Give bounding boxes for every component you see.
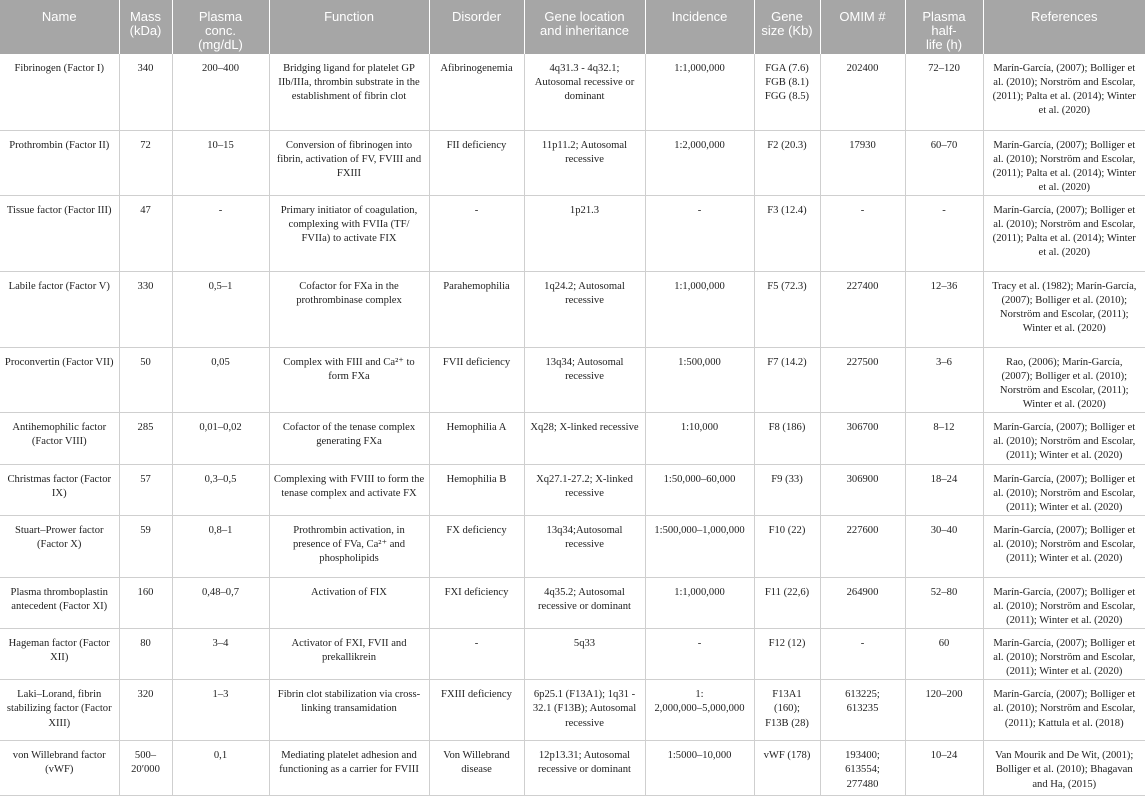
cell-references: Marín-García, (2007); Bolliger et al. (2010); Norström and Escolar, (2011); Winter et al. (2020) <box>983 413 1145 464</box>
table-row <box>0 464 1145 515</box>
cell-gene-size: F2 (20.3) <box>754 130 820 195</box>
cell-mass: 160 <box>119 577 172 628</box>
cell-references: Marín-García, (2007); Bolliger et al. (2010); Norström and Escolar, (2011); Palta et al. (2014); Winter et al. (2020) <box>983 54 1145 130</box>
cell-incidence: 1:500,000 <box>645 347 754 412</box>
cell-mass: 59 <box>119 515 172 577</box>
table-row <box>0 195 1145 271</box>
cell-name: Laki–Lorand, fibrin stabilizing factor (Factor XIII) <box>0 680 119 741</box>
cell-omim: 193400; 613554; 277480 <box>820 741 905 796</box>
table-row <box>0 680 1145 741</box>
cell-omim: 264900 <box>820 577 905 628</box>
cell-name: Christmas factor (Factor IX) <box>0 464 119 515</box>
cell-gene-size: F7 (14.2) <box>754 347 820 412</box>
cell-half-life: 8–12 <box>905 413 983 464</box>
cell-plasma-conc: 1–3 <box>172 680 269 741</box>
cell-plasma-conc: 10–15 <box>172 130 269 195</box>
cell-incidence: 1:5000–10,000 <box>645 741 754 796</box>
header-disorder: Disorder <box>429 0 524 54</box>
cell-name: Antihemophilic factor (Factor VIII) <box>0 413 119 464</box>
cell-references: Rao, (2006); Marín-García, (2007); Bolliger et al. (2010); Norström and Escolar, (2011); Winter et al. (2020) <box>983 347 1145 412</box>
cell-name: Fibrinogen (Factor I) <box>0 54 119 130</box>
cell-gene-location: Xq28; X-linked recessive <box>524 413 645 464</box>
header-references: References <box>983 0 1145 54</box>
cell-name: Labile factor (Factor V) <box>0 271 119 347</box>
cell-half-life: 12–36 <box>905 271 983 347</box>
cell-half-life: 30–40 <box>905 515 983 577</box>
table-row <box>0 347 1145 412</box>
cell-omim: - <box>820 629 905 680</box>
table-row <box>0 271 1145 347</box>
cell-incidence: - <box>645 629 754 680</box>
cell-incidence: 1:1,000,000 <box>645 577 754 628</box>
cell-disorder: FXI deficiency <box>429 577 524 628</box>
table-body <box>0 54 1145 796</box>
cell-mass: 50 <box>119 347 172 412</box>
cell-omim: - <box>820 195 905 271</box>
cell-function: Fibrin clot stabilization via cross-linking transamidation <box>269 680 429 741</box>
cell-references: Tracy et al. (1982); Marín-García, (2007); Bolliger et al. (2010); Norström and Escolar, (2011); Winter et al. (2020) <box>983 271 1145 347</box>
cell-gene-location: 5q33 <box>524 629 645 680</box>
cell-plasma-conc: 0,05 <box>172 347 269 412</box>
cell-gene-size: F10 (22) <box>754 515 820 577</box>
table-row <box>0 577 1145 628</box>
cell-gene-location: 13q34;Autosomal recessive <box>524 515 645 577</box>
cell-function: Cofactor for FXa in the prothrombinase complex <box>269 271 429 347</box>
cell-gene-location: Xq27.1-27.2; X-linked recessive <box>524 464 645 515</box>
cell-gene-size: F5 (72.3) <box>754 271 820 347</box>
cell-references: Marín-García, (2007); Bolliger et al. (2010); Norström and Escolar, (2011); Palta et al. (2014); Winter et al. (2020) <box>983 130 1145 195</box>
cell-plasma-conc: 0,3–0,5 <box>172 464 269 515</box>
cell-gene-size: F13A1 (160); F13B (28) <box>754 680 820 741</box>
header-row <box>0 0 1145 54</box>
cell-gene-size: F12 (12) <box>754 629 820 680</box>
cell-plasma-conc: 0,5–1 <box>172 271 269 347</box>
cell-gene-size: F3 (12.4) <box>754 195 820 271</box>
cell-references: Marín-García, (2007); Bolliger et al. (2010); Norström and Escolar, (2011); Winter et al. (2020) <box>983 577 1145 628</box>
header-gene-size: Gene size (Kb) <box>754 0 820 54</box>
table-row <box>0 413 1145 464</box>
cell-references: Marín-García, (2007); Bolliger et al. (2010); Norström and Escolar, (2011); Palta et al. (2014); Winter et al. (2020) <box>983 195 1145 271</box>
cell-incidence: 1:500,000–1,000,000 <box>645 515 754 577</box>
cell-half-life: 60 <box>905 629 983 680</box>
cell-disorder: - <box>429 195 524 271</box>
table-row <box>0 54 1145 130</box>
header-function: Function <box>269 0 429 54</box>
cell-function: Prothrombin activation, in presence of FVa, Ca²⁺ and phospholipids <box>269 515 429 577</box>
cell-omim: 613225; 613235 <box>820 680 905 741</box>
cell-plasma-conc: 3–4 <box>172 629 269 680</box>
cell-gene-location: 4q31.3 - 4q32.1; Autosomal recessive or dominant <box>524 54 645 130</box>
cell-function: Mediating platelet adhesion and functioning as a carrier for FVIII <box>269 741 429 796</box>
cell-incidence: 1:2,000,000 <box>645 130 754 195</box>
cell-name: Proconvertin (Factor VII) <box>0 347 119 412</box>
cell-gene-location: 13q34; Autosomal recessive <box>524 347 645 412</box>
header-plasma-conc: Plasma conc. (mg/dL) <box>172 0 269 54</box>
cell-mass: 500–20ʹ000 <box>119 741 172 796</box>
cell-gene-size: vWF (178) <box>754 741 820 796</box>
cell-disorder: FXIII deficiency <box>429 680 524 741</box>
cell-half-life: 10–24 <box>905 741 983 796</box>
cell-disorder: Afibrinogenemia <box>429 54 524 130</box>
table-row <box>0 741 1145 796</box>
cell-plasma-conc: - <box>172 195 269 271</box>
cell-incidence: 1:1,000,000 <box>645 271 754 347</box>
cell-half-life: 52–80 <box>905 577 983 628</box>
cell-references: Marín-García, (2007); Bolliger et al. (2010); Norström and Escolar, (2011); Winter et al. (2020) <box>983 629 1145 680</box>
cell-gene-location: 1q24.2; Autosomal recessive <box>524 271 645 347</box>
cell-disorder: Hemophilia A <box>429 413 524 464</box>
cell-disorder: FX deficiency <box>429 515 524 577</box>
cell-disorder: Hemophilia B <box>429 464 524 515</box>
cell-half-life: 18–24 <box>905 464 983 515</box>
cell-disorder: FVII deficiency <box>429 347 524 412</box>
cell-half-life: 120–200 <box>905 680 983 741</box>
cell-function: Complexing with FVIII to form the tenase complex and activate FX <box>269 464 429 515</box>
cell-omim: 227400 <box>820 271 905 347</box>
cell-plasma-conc: 200–400 <box>172 54 269 130</box>
cell-incidence: - <box>645 195 754 271</box>
cell-omim: 202400 <box>820 54 905 130</box>
cell-function: Conversion of fibrinogen into fibrin, activation of FV, FVIII and FXIII <box>269 130 429 195</box>
cell-incidence: 1:10,000 <box>645 413 754 464</box>
cell-function: Activator of FXI, FVII and prekallikrein <box>269 629 429 680</box>
cell-function: Primary initiator of coagulation, complexing with FVIIa (TF/ FVIIa) to activate FIX <box>269 195 429 271</box>
cell-omim: 227500 <box>820 347 905 412</box>
cell-function: Bridging ligand for platelet GP IIb/IIIa, thrombin substrate in the establishment of fibrin clot <box>269 54 429 130</box>
cell-function: Activation of FIX <box>269 577 429 628</box>
cell-gene-location: 4q35.2; Autosomal recessive or dominant <box>524 577 645 628</box>
table-row <box>0 629 1145 680</box>
cell-plasma-conc: 0,1 <box>172 741 269 796</box>
header-incidence: Incidence <box>645 0 754 54</box>
cell-disorder: - <box>429 629 524 680</box>
header-name: Name <box>0 0 119 54</box>
cell-disorder: Von Willebrand disease <box>429 741 524 796</box>
cell-function: Complex with FIII and Ca²⁺ to form FXa <box>269 347 429 412</box>
cell-gene-size: F8 (186) <box>754 413 820 464</box>
cell-half-life: 72–120 <box>905 54 983 130</box>
cell-gene-size: F11 (22,6) <box>754 577 820 628</box>
cell-mass: 340 <box>119 54 172 130</box>
cell-mass: 80 <box>119 629 172 680</box>
cell-name: Prothrombin (Factor II) <box>0 130 119 195</box>
cell-omim: 17930 <box>820 130 905 195</box>
cell-name: Stuart–Prower factor (Factor X) <box>0 515 119 577</box>
cell-references: Van Mourik and De Wit, (2001); Bolliger et al. (2010); Bhagavan and Ha, (2015) <box>983 741 1145 796</box>
cell-name: Hageman factor (Factor XII) <box>0 629 119 680</box>
cell-gene-location: 11p11.2; Autosomal recessive <box>524 130 645 195</box>
cell-omim: 306700 <box>820 413 905 464</box>
cell-plasma-conc: 0,48–0,7 <box>172 577 269 628</box>
table-row <box>0 130 1145 195</box>
cell-mass: 72 <box>119 130 172 195</box>
cell-function: Cofactor of the tenase complex generating FXa <box>269 413 429 464</box>
cell-half-life: 3–6 <box>905 347 983 412</box>
cell-mass: 320 <box>119 680 172 741</box>
cell-references: Marín-García, (2007); Bolliger et al. (2010); Norström and Escolar, (2011); Winter et al. (2020) <box>983 515 1145 577</box>
header-mass: Mass (kDa) <box>119 0 172 54</box>
cell-disorder: Parahemophilia <box>429 271 524 347</box>
cell-gene-location: 12p13.31; Autosomal recessive or dominant <box>524 741 645 796</box>
cell-gene-location: 6p25.1 (F13A1); 1q31 - 32.1 (F13B); Autosomal recessive <box>524 680 645 741</box>
cell-incidence: 1:1,000,000 <box>645 54 754 130</box>
header-half-life: Plasma half- life (h) <box>905 0 983 54</box>
cell-disorder: FII deficiency <box>429 130 524 195</box>
cell-mass: 285 <box>119 413 172 464</box>
cell-name: Plasma thromboplastin antecedent (Factor XI) <box>0 577 119 628</box>
cell-name: von Willebrand factor (vWF) <box>0 741 119 796</box>
cell-half-life: 60–70 <box>905 130 983 195</box>
header-omim: OMIM # <box>820 0 905 54</box>
cell-references: Marín-García, (2007); Bolliger et al. (2010); Norström and Escolar, (2011); Winter et al. (2020) <box>983 464 1145 515</box>
cell-omim: 306900 <box>820 464 905 515</box>
header-gene-location: Gene location and inheritance <box>524 0 645 54</box>
cell-name: Tissue factor (Factor III) <box>0 195 119 271</box>
cell-plasma-conc: 0,8–1 <box>172 515 269 577</box>
cell-mass: 47 <box>119 195 172 271</box>
cell-incidence: 1:50,000–60,000 <box>645 464 754 515</box>
cell-gene-location: 1p21.3 <box>524 195 645 271</box>
cell-gene-size: F9 (33) <box>754 464 820 515</box>
cell-mass: 330 <box>119 271 172 347</box>
cell-mass: 57 <box>119 464 172 515</box>
cell-omim: 227600 <box>820 515 905 577</box>
cell-incidence: 1: 2,000,000–5,000,000 <box>645 680 754 741</box>
cell-references: Marín-García, (2007); Bolliger et al. (2010); Norström and Escolar, (2011); Kattula et al. (2018) <box>983 680 1145 741</box>
table-row <box>0 515 1145 577</box>
cell-plasma-conc: 0,01–0,02 <box>172 413 269 464</box>
cell-half-life: - <box>905 195 983 271</box>
cell-gene-size: FGA (7.6) FGB (8.1) FGG (8.5) <box>754 54 820 130</box>
